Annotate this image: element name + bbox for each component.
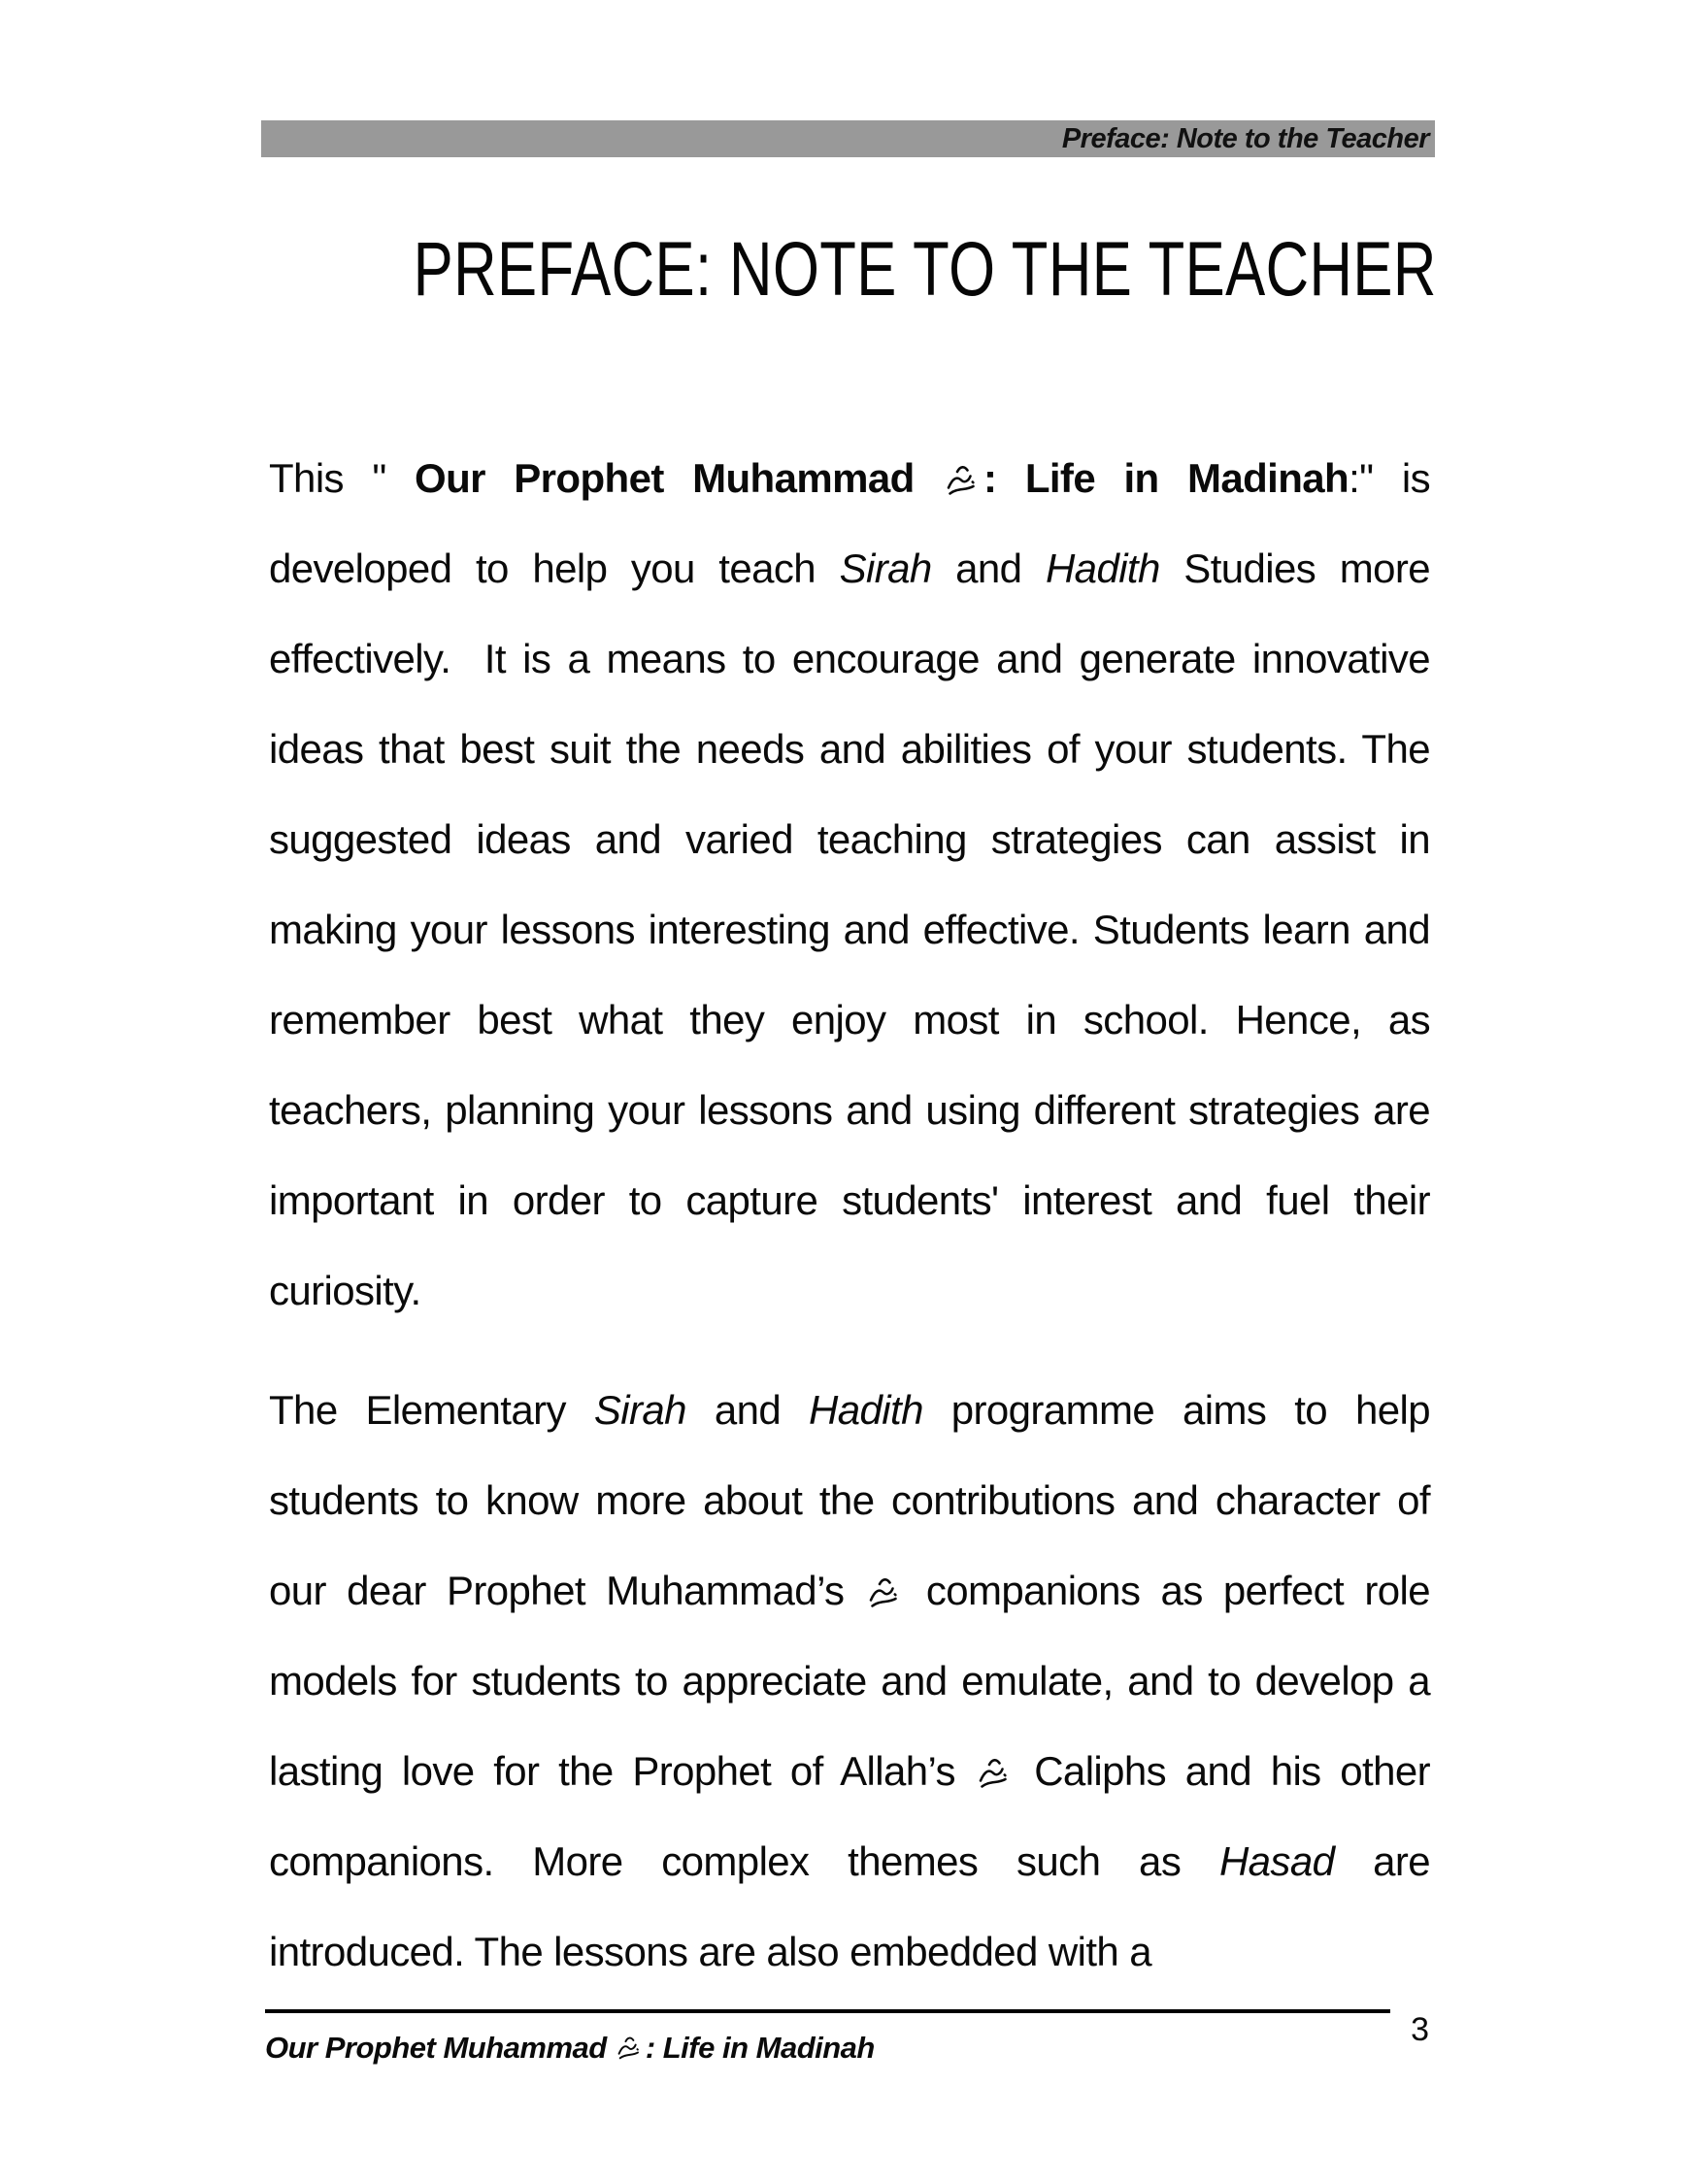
text-segment: Life in Madinah [1024,455,1349,501]
text-segment: : [983,455,1025,501]
text-segment: Our Prophet Muhammad [415,455,944,501]
text-segment: Studies more effectively. It is a means to encourage and generate innovative ideas that best suit the needs and abilities of your students. The suggested ideas and varied teaching strategies can assist in making your lessons interesting and effective. Students learn and remember best what they enjoy most in school. Hence, as teachers, planning your lessons and using different strategies are important in order to capture students' interest and fuel their curiosity. [269,546,1430,1313]
page-number: 3 [1411,2011,1429,2048]
text-segment: Hadith [1045,546,1160,591]
text-segment: Hadith [809,1387,923,1433]
text-segment: and [931,546,1046,591]
text-segment: :" is developed to help you teach [269,455,1430,591]
page-title [269,225,1437,312]
text-segment: are introduced. The lessons are also embedded with a [269,1838,1430,1974]
swt-honorific-icon [975,1726,1016,1816]
document-body [269,433,1430,2026]
text-segment: : Life in Madinah [645,2031,875,2065]
paragraph-2 [269,1365,1430,1997]
text-segment: Sirah [839,546,932,591]
text-segment: companions as perfect role models for students to appreciate and emulate, and to develop a lasting love for the Prophet of Allah’s [269,1568,1430,1794]
text-segment: and [685,1387,810,1433]
text-segment: Caliphs and his other companions. More complex themes such as [269,1748,1430,1884]
saw-honorific-icon [615,2031,646,2066]
running-header-bar [261,120,1435,157]
text-segment: Sirah [593,1387,686,1433]
text-segment: Hasad [1218,1838,1335,1884]
text-segment: The Elementary [269,1387,594,1433]
saw-honorific-icon [943,433,983,523]
text-segment: programme aims to help students to know more about the contributions and character of our dear Prophet Muhammad’s [269,1387,1430,1613]
footer-rule [265,2009,1390,2013]
footer-book-title [265,2031,875,2066]
paragraph-1 [269,433,1430,1336]
text-segment: This " [269,455,416,501]
running-header-text: Preface: Note to the Teacher [1061,122,1429,154]
page-title-text: PREFACE: NOTE TO THE TEACHER [413,225,1437,312]
text-segment: Our Prophet Muhammad [265,2031,615,2065]
saw-honorific-icon [865,1545,906,1636]
